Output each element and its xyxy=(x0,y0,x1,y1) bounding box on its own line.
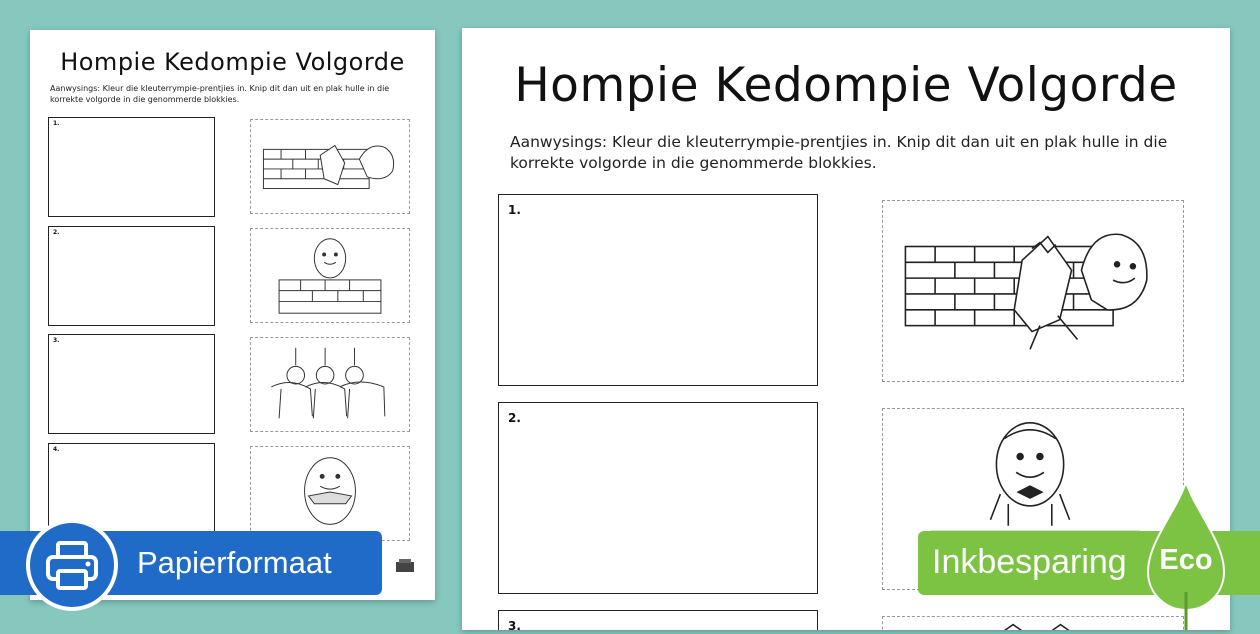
picture-humpty-sitting-small xyxy=(250,228,410,323)
box-number: 2. xyxy=(53,229,60,236)
numbered-box-1 xyxy=(498,194,818,386)
kings-horses-illustration xyxy=(251,338,409,431)
publisher-logo-icon xyxy=(394,558,416,574)
worksheet-instructions: Aanwysings: Kleur die kleuterrympie-prentjies in. Knip dit dan uit en plak hulle in die korrekte volgorde in die genommerde blokkies. xyxy=(50,84,390,104)
picture-kings-men-small xyxy=(250,337,410,432)
box-number: 1. xyxy=(53,120,60,127)
box-number: 2. xyxy=(508,411,521,425)
printer-icon xyxy=(26,519,118,611)
humpty-falling-illustration xyxy=(883,201,1183,381)
eco-label: Eco xyxy=(1159,544,1213,576)
box-number: 3. xyxy=(53,337,60,344)
worksheet-instructions: Aanwysings: Kleur die kleuterrympie-prentjies in. Knip dit dan uit en plak hulle in die korrekte volgorde in die genommerde blokkies. xyxy=(510,133,1168,172)
worksheet-preview-small xyxy=(30,30,435,600)
picture-humpty-falling-large xyxy=(882,200,1184,382)
numbered-box-3 xyxy=(48,334,215,434)
picture-kings-men-large xyxy=(882,616,1184,630)
box-number: 1. xyxy=(508,203,521,217)
box-number: 3. xyxy=(508,619,521,630)
humpty-falling-illustration xyxy=(251,120,409,213)
leaf-drop-icon xyxy=(1146,482,1226,630)
worksheet-title: Hompie Kedompie Volgorde xyxy=(514,58,1178,113)
numbered-box-2 xyxy=(498,402,818,594)
paper-format-label: Papierformaat xyxy=(137,545,332,580)
humpty-closeup-illustration xyxy=(251,447,409,540)
box-number: 4. xyxy=(53,446,60,453)
humpty-sitting-illustration xyxy=(251,229,409,322)
numbered-box-2 xyxy=(48,226,215,326)
picture-humpty-closeup-small xyxy=(250,446,410,541)
worksheet-title: Hompie Kedompie Volgorde xyxy=(60,48,405,76)
numbered-box-1 xyxy=(48,117,215,217)
ink-saving-label: Inkbesparing xyxy=(932,543,1127,581)
kings-horses-illustration xyxy=(883,617,1183,630)
numbered-box-3 xyxy=(498,610,818,630)
picture-humpty-falling-small xyxy=(250,119,410,214)
